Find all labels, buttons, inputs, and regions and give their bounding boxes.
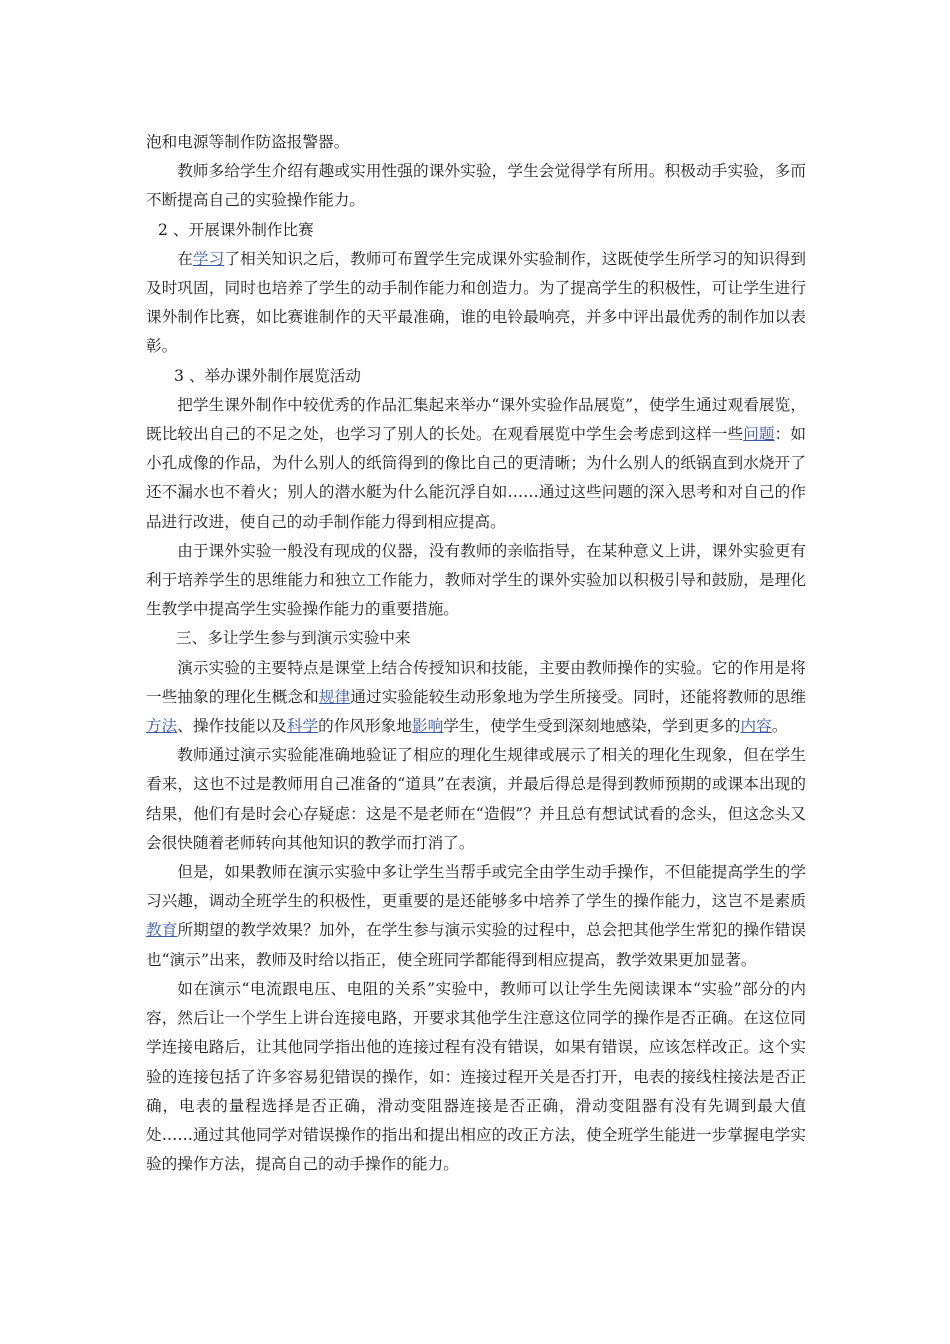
text-run: 演示实验的主要特点是课堂上结合传授知识和技能，主要由教师操作的实验。它的作用是将一些抽象的理化生概念和 <box>146 658 806 706</box>
text-run: 泡和电源等制作防盗报警器。 <box>146 133 350 151</box>
text-run: 教师多给学生介绍有趣或实用性强的课外实验，学生会觉得学有所用。积极动手实验，多而不断提高自己的实验操作能力。 <box>146 162 806 210</box>
paragraph-continuation <box>146 128 806 157</box>
text-run: ：如小孔成像的作品，为什么别人的纸筒得到的像比自己的更清晰；为什么别人的纸锅直到水烧开了还不漏水也不着火；别人的潜水艇为什么能沉浮自如……通过这些问题的深入思考和对自己的作品进行改进，使自己的动手制作能力得到相应提高。 <box>146 425 806 531</box>
text-run: 通过实验能较生动形象地为学生所接受。同时，还能将教师的思维 <box>350 687 806 706</box>
document-body <box>146 128 806 1179</box>
text-run: 所期望的教学效果？加外，在学生参与演示实验的过程中，总会把其他学生常犯的操作错误也“演示”出来，教师及时给以指正，使全班同学都能得到相应提高，教学效果更加显著。 <box>146 921 806 969</box>
paragraph-exhibition <box>146 391 806 537</box>
paragraph-competition <box>146 245 806 362</box>
paragraph-demo-doubt <box>146 741 806 858</box>
paragraph-demo-features <box>146 654 806 742</box>
text-run: 、操作技能以及 <box>177 717 287 736</box>
keyword-link[interactable]: 影响 <box>411 717 444 736</box>
text-run: 把学生课外制作中较优秀的作品汇集起来举办“课外实验作品展览”，使学生通过观看展览，既比较出自己的不足之处，也学习了别人的长处。在观看展览中学生会考虑到这样一些 <box>146 395 806 444</box>
text-run: 由于课外实验一般没有现成的仪器，没有教师的亲临指导，在某种意义上讲，课外实验更有利于培养学生的思维能力和独立工作能力，教师对学生的课外实验加以积极引导和鼓励，是理化生教学中提高学生实验操作能力的重要措施。 <box>146 541 806 619</box>
text-run: 。 <box>771 717 788 736</box>
section-heading-three <box>146 624 806 653</box>
section-heading-3 <box>146 362 806 391</box>
text-run: 学生，使学生受到深刻地感染，学到更多的 <box>443 717 741 736</box>
text-run: 的作风形象地 <box>318 717 412 736</box>
keyword-link[interactable]: 规律 <box>318 687 351 706</box>
paragraph-extracurricular <box>146 537 806 625</box>
text-run: 了相关知识之后，教师可布置学生完成课外实验制作，这既使学生所学习的知识得到及时巩固，同时也培养了学生的动手制作能力和创造力。为了提高学生的积极性，可让学生进行课外制作比赛，如比赛谁制作的天平最准确，谁的电铃最响亮，并多中评出最优秀的制作加以表彰。 <box>146 249 806 356</box>
text-run: 教师通过演示实验能准确地验证了相应的理化生规律或展示了相关的理化生现象，但在学生看来，这也不过是教师用自己准备的“道具”在表演，并最后得总是得到教师预期的或课本出现的结果，他们有是时会心存疑虑：这是不是老师在“造假”？并且总有想试试看的念头，但这念头又会很快随着老师转向其他知识的教学而打消了。 <box>146 746 806 852</box>
text-run: 三、多让学生参与到演示实验中来 <box>176 629 411 648</box>
section-heading-2 <box>146 216 806 245</box>
text-run: 3 、举办课外制作展览活动 <box>174 366 362 385</box>
paragraph-student-helpers <box>146 858 806 975</box>
text-run: 2 、开展课外制作比赛 <box>158 220 314 239</box>
text-run: 在 <box>177 249 193 268</box>
keyword-link[interactable]: 方法 <box>146 717 178 736</box>
paragraph-circuit-example <box>146 975 806 1179</box>
text-run: 如在演示“电流跟电压、电阻的关系”实验中，教师可以让学生先阅读课本“实验”部分的内容，然后让一个学生上讲台连接电路，开要求其他学生注意这位同学的操作是否正确。在这位同学连接电路后，让其他同学指出他的连接过程有没有错误，如果有错误，应该怎样改正。这个实验的连接包括了许多容易犯错误的操作，如：连接过程开关是否打开，电表的接线柱接法是否正确，电表的量程选择是否正确，滑动变阻器连接是否正确，滑动变阻器有没有先调到最大值处……通过其他同学对错误操作的指出和提出相应的改正方法，使全班学生能进一步掌握电学实验的操作方法，提高自己的动手操作的能力。 <box>146 979 806 1174</box>
keyword-link[interactable]: 学习 <box>192 249 225 268</box>
keyword-link[interactable]: 内容 <box>740 717 772 736</box>
paragraph-intro-experiments <box>146 157 806 215</box>
keyword-link[interactable]: 教育 <box>146 921 178 940</box>
text-run: 但是，如果教师在演示实验中多让学生当帮手或完全由学生动手操作，不但能提高学生的学习兴趣，调动全班学生的积极性，更重要的是还能够多中培养了学生的操作能力，这岂不是素质 <box>146 863 806 911</box>
keyword-link[interactable]: 问题 <box>743 425 775 444</box>
keyword-link[interactable]: 科学 <box>286 717 319 736</box>
